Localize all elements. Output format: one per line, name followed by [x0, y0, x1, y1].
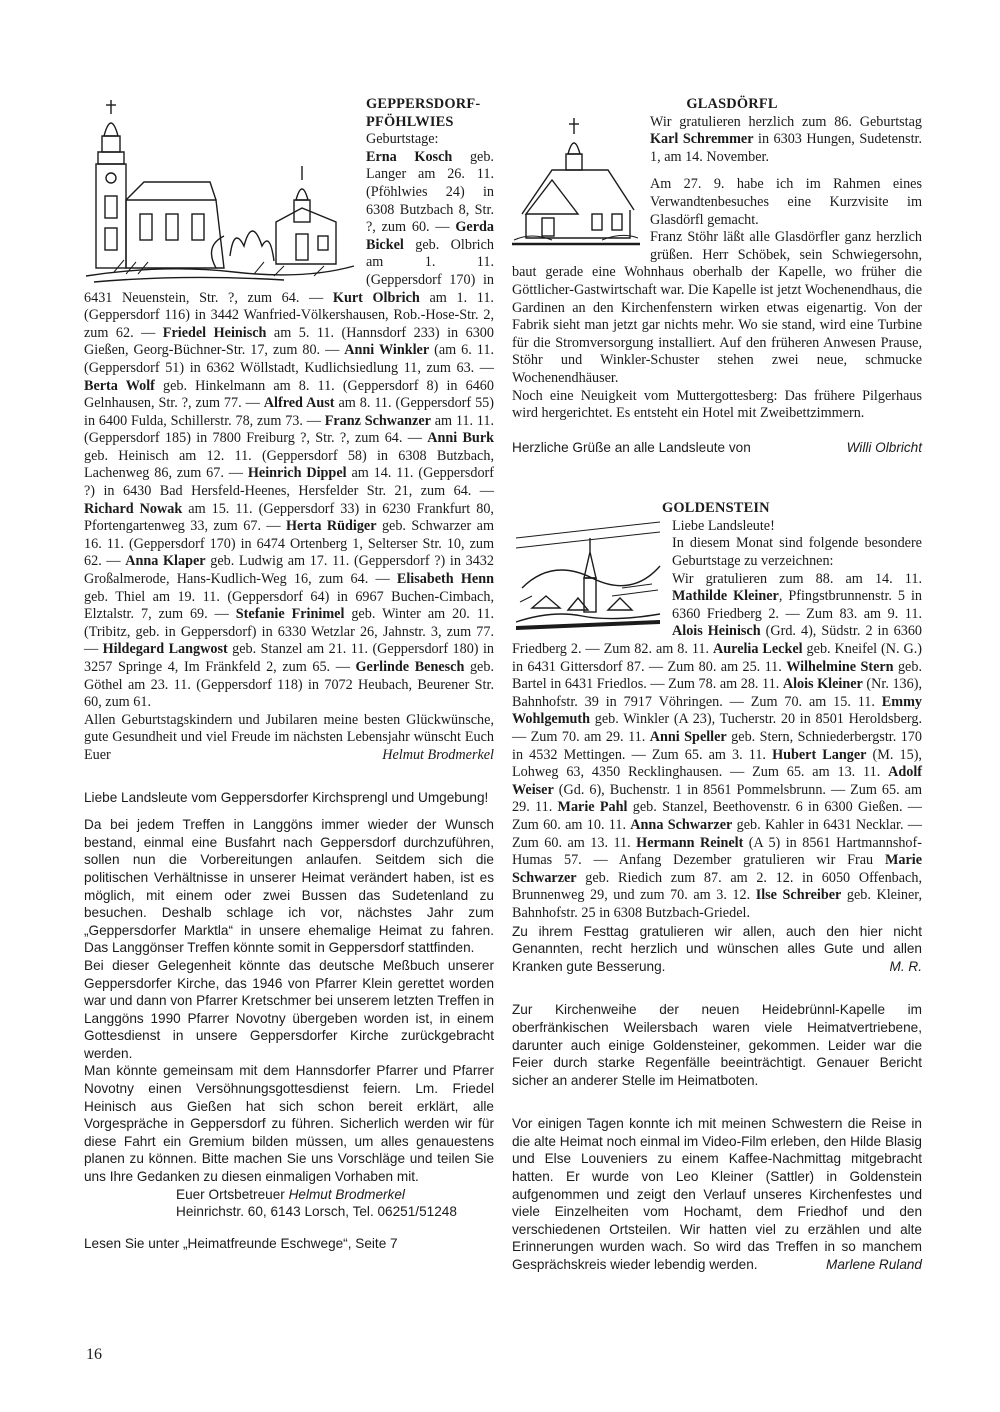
kirchweihe-paragraph: Zur Kirchenweihe der neuen Heidebrünnl-Kapelle im oberfränkischen Weilersbach waren viele Heimatvertriebene, darunter auch einige Goldensteiner, gekommen. Leider war die Feier durch starke Regenfälle beeinträchtigt. Genauer Bericht sicher an anderer Stelle im Heimatboten. — [512, 1002, 922, 1088]
list-item: Erna Kosch geb. Langer am 26. 11. (Pföhlwies 24) in 6308 Butzbach 8, Str. ?, zum 60. — — [366, 148, 494, 236]
letter-paragraph: Da bei jedem Treffen in Langgöns immer wieder der Wunsch bestand, einmal eine Busfahrt nach Geppersdorf durchzuführen, sollen nun die Vorbereitungen anlaufen. Seitdem sich die politischen Verhältnisse in unserer Heimat verändert haben, ist es möglich, mit einem oder zwei Bussen das Sudetenland zu besuchen. Deshalb schlage ich vor, nächstes Jahr zum „Geppersdorfer Marktla“ in unsere ehemalige Heimat zu fahren. Das Langgönser Treffen könnte somit in Geppersdorf stattfinden. — [84, 817, 494, 956]
chapel-illustration-glasdoerfl — [512, 114, 640, 250]
town-drawing-icon — [512, 518, 664, 630]
list-item: Franz Schwanzer am 11. 11. (Geppersdorf 185) in 7800 Freiburg ?, Str. ?, zum 64. — — [84, 412, 495, 447]
church-drawing-icon — [84, 96, 356, 288]
glasdoerfl-closing: Herzliche Grüße an alle Landsleute von Willi Olbricht — [512, 439, 922, 455]
video-paragraph: Vor einigen Tagen konnte ich mit meinen Schwestern die Reise in die alte Heimat noch einmal im Video-Film erleben, den Hilde Blasig und Else Louveniers zu einem Kaffee-Nachmittag mitgebracht hatten. Er wurde von Leo Kleiner (Sattler) in Goldenstein aufgenommen und zeigt den Verlauf unseres Kirchenfestes und viele Einzelheiten vom Hochamt, dem Friedhof und den verschiedenen Ortsteilen. Wir hatten viel zu erzählen und alte Erinnerungen wurden wach. So wird das Treffen in so manchem Gesprächskreis wieder lebendig werden. Marlene Ruland — [512, 1116, 922, 1273]
signature: Marlene Ruland — [826, 1257, 922, 1273]
list-item: Anni Winkler (am 6. 11. (Geppersdorf 51) in 6362 Wöllstadt, Kudlichsiedlung 11, zum 63. — — [84, 342, 494, 376]
list-item: Ilse Schreiber geb. Kleiner, Bahnhofstr. 25 in 6308 Butzbach-Griedel. — [512, 887, 922, 921]
goldenstein-closing: Zu ihrem Festtag gratulieren wir allen, auch den hier nicht Genannten, recht herzlich und wünschen alles Gute und allen Kranken gute Besserung. M. R. — [512, 923, 922, 974]
list-item: Emmy Wohlgemuth geb. Winkler (A 23), Tucherstr. 20 in 8501 Heroldsberg. — Zum 70. am 29. 11. — [512, 693, 922, 745]
left-column — [84, 96, 494, 1252]
glasdoerfl-paragraph: Wir gratulieren herzlich zum 86. Geburtstag Karl Schremmer in 6303 Hungen, Sudetenstr. 1, am 14. November. — [650, 113, 922, 165]
birthday-label: Geburtstage: — [366, 131, 439, 148]
list-item: Wilhelmine Stern geb. Bartel in 6431 Friedlos. — Zum 78. am 28. 11. — [512, 658, 922, 693]
list-item: Herta Rüdiger geb. Schwarzer am 16. 11. (Geppersdorf 170) in 6474 Ortenberg 1, Selterser Str. 10, zum 62. — — [84, 518, 495, 570]
birthday-list-goldenstein: Wir gratulieren zum 88. am 14. 11. Mathilde Kleiner, Pfingstbrunnenstr. 5 in 6360 Friedberg 2. — Zum 83. am 9. 11. Alois Heinisch (Grd. 4), Südstr. 2 in 6360 Friedberg 2. — Zum 82. am 8. 11. Aurelia Leckel geb. Kneifel (N. G.) in 6431 Gittersdorf 87. — Zum 80. am 25. 11. Wilhelmine Stern geb. Bartel in 6431 Friedlos. — Zum 78. am 28. 11. Alois Kleiner (Nr. 136), Bahnhofstr. 39 in 7917 Vöhringen. — Zum 70. am 15. 11. Emmy Wohlgemuth geb. Winkler (A 23), Tucherstr. 20 in 8501 Heroldsberg. — Zum 70. am 29. 11. Anni Speller geb. Stern, Schniederbergstr. 170 in 4532 Mettingen. — Zum 65. am 3. 11. Hubert Langer (M. 15), Lohweg 63, 4350 Recklinghausen. — Zum 65. am 13. 11. Adolf Weiser (Gd. 6), Buchenstr. 1 in 8561 Pommelsbrunn. — Zum 65. am 29. 11. Marie Pahl geb. Stanzel, Beethovenstr. 6 in 6300 Gießen. — Zum 60. am 10. 11. Anna Schwarzer geb. Kahler in 6431 Necklar. — Zum 60. am 13. 11. Hermann Reinelt (A 5) in 8561 Hartmannshof-Humas 57. — Anfang Dezember gratulieren wir Frau Marie Schwarzer geb. Riedich zum 87. am 2. 12. in 6050 Offenbach, Brunnenweg 29, und zum 70. am 3. 12. Ilse Schreiber geb. Kleiner, Bahnhofstr. 25 in 6308 Butzbach-Griedel. — [512, 570, 923, 921]
list-item: Alfred Aust am 8. 11. (Geppersdorf 55) in 6400 Fulda, Schillerstr. 78, zum 73. — — [84, 395, 494, 429]
list-item: Kurt Olbrich am 1. 11. (Geppersdorf 116) in 3442 Wanfried-Völkershausen, Rob.-Hose-Str. 2, zum 62. — — [84, 289, 494, 341]
list-item: Friedel Heinisch am 5. 11. (Hannsdorf 233) in 6300 Gießen, Georg-Büchner-Str. 17, zum 80. — — [84, 324, 494, 359]
closing-text-geppersdorf: Allen Geburtstagskindern und Jubilaren meine besten Glückwünsche, gute Gesundheit und viel Freude im nächsten Lebensjahr wünscht Euch Euer Helmut Brodmerkel — [84, 711, 494, 763]
glasdoerfl-paragraph: Noch eine Neuigkeit vom Muttergottesberg: Das frühere Pilgerhaus wird hergerichtet. Es entsteht ein Hotel mit Zweibettzimmern. — [512, 387, 922, 422]
goldenstein-greeting: Liebe Landsleute! — [672, 517, 775, 534]
letter-greeting: Liebe Landsleute vom Geppersdorfer Kirchsprengl und Umgebung! — [84, 789, 489, 805]
glasdoerfl-paragraph: Franz Stöhr läßt alle Glasdörfler ganz herzlich grüßen. Herr Schöbek, sein Schwiegersohn, baut gerade eine Wohnhaus oberhalb der Kapelle, wo früher die Göttlicher-Gastwirtschaft war. Die Kapelle ist jetzt Wochenendhaus, die Gardinen an den Kirchenfenstern wirken etwas eigenartig. Von der Fabrik sieht man jetzt gar nichts mehr. Wo sie stand, wird eine Turbine für die Stromversorgung installiert. Auf den früheren Anwesen Prause, Stöhr und Winkler-Schuster stehen zwei neue, schmucke Wochenendhäuser. — [512, 229, 922, 386]
list-item: Anni Speller geb. Stern, Schniederbergstr. 170 in 4532 Mettingen. — Zum 65. am 3. 11. — [512, 729, 922, 763]
signature: Willi Olbricht — [846, 439, 922, 455]
goldenstein-intro: In diesem Monat sind folgende besondere Geburtstage zu verzeichnen: — [672, 535, 922, 570]
letter-address: Heinrichstr. 60, 6143 Lorsch, Tel. 06251/51248 — [176, 1204, 457, 1220]
list-item: Marie Schwarzer geb. Riedich zum 87. am 2. 12. in 6050 Offenbach, Brunnenweg 29, und zum 70. am 3. 12. — [512, 852, 922, 904]
list-item: Anna Schwarzer geb. Kahler in 6431 Necklar. — Zum 60. am 13. 11. — [512, 816, 922, 851]
section-title-glasdoerfl: GLASDÖRFL — [686, 96, 778, 112]
list-item: Alois Kleiner (Nr. 136), Bahnhofstr. 39 in 7917 Vöhringen. — Zum 70. am 15. 11. — [512, 676, 922, 710]
page-number: 16 — [86, 1346, 102, 1363]
section-title-geppersdorf: GEPPERSDORF-PFÖHLWIES — [366, 96, 481, 130]
letter-paragraph: Man könnte gemeinsam mit dem Hannsdorfer Pfarrer und Pfarrer Novotny einen Versöhnungsgottesdienst feiern. Lm. Friedel Heinisch aus Gießen hat sich schon bereit erklärt, alle Vorgespräche in Geppersdorf zu führen. Sicherlich werden wir für diese Fahrt ein Gremium bilden müssen, um alles genauestens planen zu können. Bitte machen Sie uns Vorschläge und teilen Sie uns Ihre Gedanken zu diesen einmaligen Vorhaben mit. — [84, 1063, 494, 1185]
list-item: Berta Wolf geb. Hinkelmann am 8. 11. (Geppersdorf 8) in 6460 Gelnhausen, Str. ?, zum 77. — — [84, 377, 494, 412]
list-item: Heinrich Dippel am 14. 11. (Geppersdorf ?) in 6430 Bad Hersfeld-Heenes, Hersfelder Str. 21, zum 64. — — [84, 465, 494, 500]
list-item: Anni Burk geb. Heinisch am 12. 11. (Geppersdorf 58) in 6308 Butzbach, Lachenweg 86, zum 67. — — [84, 430, 495, 482]
list-item: Aurelia Leckel geb. Kneifel (N. G.) in 6431 Gittersdorf 87. — Zum 80. am 25. 11. — [512, 641, 923, 675]
list-item: Alois Heinisch (Grd. 4), Südstr. 2 in 6360 Friedberg 2. — Zum 82. am 8. 11. — [512, 623, 923, 658]
signature: Helmut Brodmerkel — [382, 746, 494, 763]
list-item: Elisabeth Henn geb. Thiel am 19. 11. (Geppersdorf 64) in 6967 Buchen-Cimbach, Elztalstr. 7, zum 69. — — [84, 571, 494, 623]
list-item: Hubert Langer (M. 15), Lohweg 63, 4350 Recklinghausen. — Zum 65. am 13. 11. — [512, 746, 922, 781]
list-item: Marie Pahl geb. Stanzel, Beethovenstr. 6 in 6300 Gießen. — Zum 60. am 10. 11. — [512, 799, 922, 833]
footer-note: Lesen Sie unter „Heimatfreunde Eschwege“, Seite 7 — [84, 1235, 398, 1251]
glasdoerfl-paragraph: Am 27. 9. habe ich im Rahmen eines Verwandtenbesuches eine Kurzvisite im Glasdörfl gemacht. — [650, 176, 922, 228]
list-item: Gerlinde Benesch geb. Göthel am 23. 11. (Geppersdorf 118) in 7072 Heubach, Beurener Str. 60, zum 61. — [84, 659, 494, 711]
signature: M. R. — [889, 958, 922, 974]
letter-paragraph: Bei dieser Gelegenheit könnte das deutsche Meßbuch unserer Geppersdorfer Kirche, das 1946 von Pfarrer Klein gerettet worden war und dann von Pfarrer Kretschmer bei unserem letzten Treffen in Langgöns 1990 Pfarrer Novotny übergeben worden ist, in einem Gottesdienst in unsere Geppersdorfer Kirche zurückgebracht werden. — [84, 957, 494, 1061]
list-item: Stefanie Frinimel geb. Winter am 20. 11. (Tribitz, geb. in Geppersdorf) in 6330 Wetzlar 26, Jahnstr. 3, zum 77. — — [84, 606, 495, 658]
letter-signature: Euer Ortsbetreuer Helmut Brodmerkel — [176, 1186, 405, 1202]
list-item: Richard Nowak am 15. 11. (Geppersdorf 33) in 6230 Frankfurt 80, Pfortengartenweg 33, zum 67. — — [84, 500, 494, 535]
right-column — [512, 96, 922, 1274]
list-item: Gerda Bickel geb. Olbrich am 1. 11. (Geppersdorf 170) in 6431 Neuenstein, Str. ?, zum 64. — — [84, 219, 494, 306]
town-illustration-goldenstein — [512, 518, 664, 630]
church-illustration-geppersdorf — [84, 96, 356, 288]
list-item: Anna Klaper geb. Ludwig am 17. 11. (Geppersdorf ?) in 3432 Großalmerode, Hans-Kudlich-Weg 16, zum 64. — — [84, 553, 494, 588]
list-item: Hildegard Langwost geb. Stanzel am 21. 11. (Geppersdorf 180) in 3257 Springe 4, Im Fränkfeld 2, zum 65. — — [84, 641, 495, 675]
section-title-goldenstein: GOLDENSTEIN — [662, 500, 770, 517]
list-item: Hermann Reinelt (A 5) in 8561 Hartmannshof-Humas 57. — Anfang Dezember gratulieren wir Frau — [512, 834, 922, 869]
list-item: Adolf Weiser (Gd. 6), Buchenstr. 1 in 8561 Pommelsbrunn. — Zum 65. am 29. 11. — [512, 764, 922, 816]
list-item: Mathilde Kleiner, Pfingstbrunnenstr. 5 in 6360 Friedberg 2. — Zum 83. am 9. 11. — [672, 588, 923, 622]
chapel-drawing-icon — [512, 114, 640, 250]
